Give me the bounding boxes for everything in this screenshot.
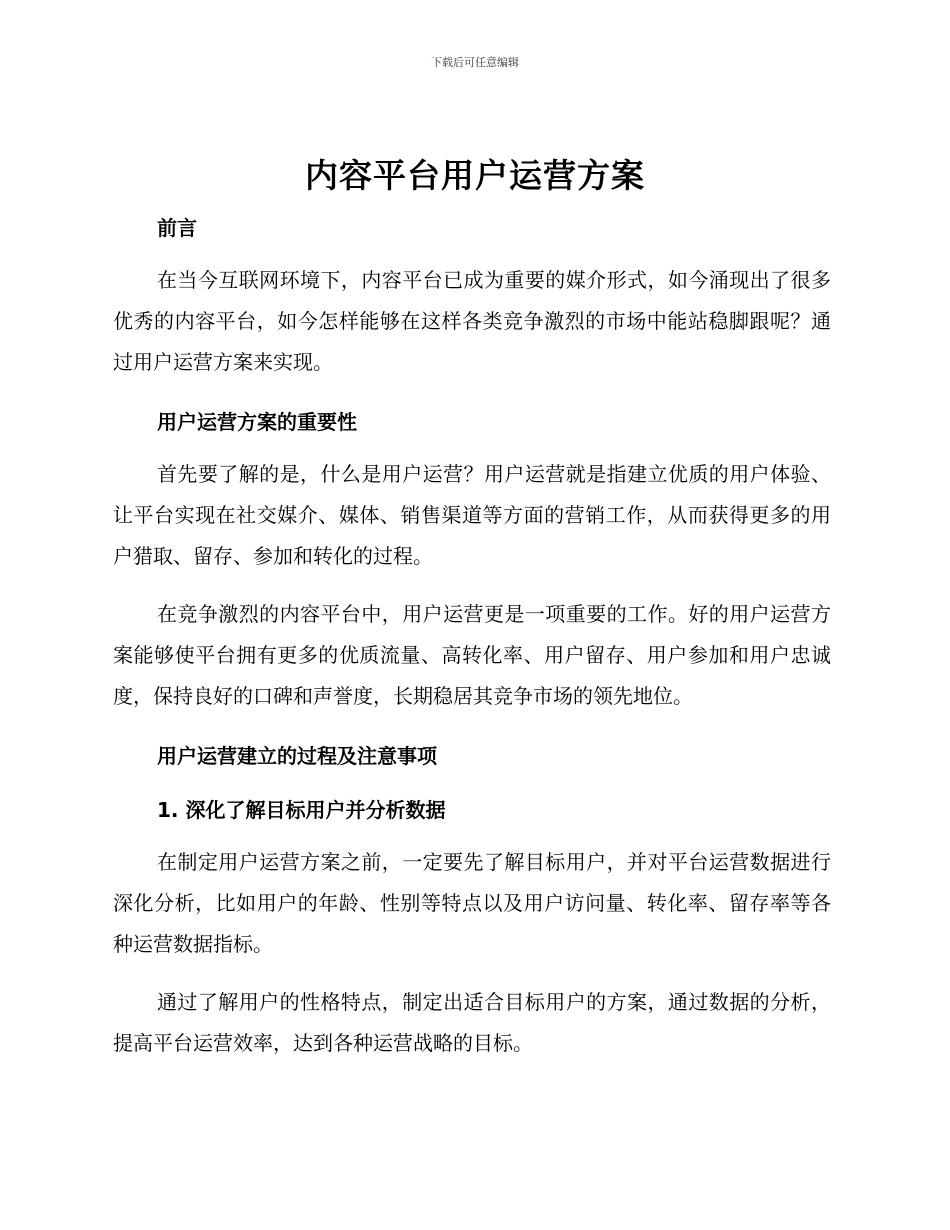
paragraph: 在当今互联网环境下，内容平台已成为重要的媒介形式，如今涌现出了很多优秀的内容平台，如今怎样能够在这样各类竞争激烈的市场中能站稳脚跟呢？通过用户运营方案来实现。 — [113, 268, 831, 374]
paragraph: 在竞争激烈的内容平台中，用户运营更是一项重要的工作。好的用户运营方案能够使平台拥有更多的优质流量、高转化率、用户留存、用户参加和用户忠诚度，保持良好的口碑和声誉度，长期稳居其竞争市场的领先地位。 — [113, 602, 831, 708]
section-heading-importance: 用户运营方案的重要性 — [157, 410, 357, 434]
document-title: 内容平台用户运营方案 — [305, 156, 645, 195]
section-heading-process: 用户运营建立的过程及注意事项 — [157, 744, 437, 768]
paragraph: 首先要了解的是，什么是用户运营？用户运营就是指建立优质的用户体验、让平台实现在社交媒介、媒体、销售渠道等方面的营销工作，从而获得更多的用户猎取、留存、参加和转化的过程。 — [113, 462, 831, 568]
paragraph: 在制定用户运营方案之前，一定要先了解目标用户，并对平台运营数据进行深化分析，比如用户的年龄、性别等特点以及用户访问量、转化率、留存率等各种运营数据指标。 — [113, 850, 831, 956]
section-heading-preface: 前言 — [157, 216, 197, 240]
document-body — [113, 196, 831, 1064]
header-note: 下载后可任意编辑 — [431, 56, 519, 69]
paragraph: 通过了解用户的性格特点，制定出适合目标用户的方案，通过数据的分析，提高平台运营效率，达到各种运营战略的目标。 — [113, 990, 831, 1055]
subsection-heading-step1: 1. 深化了解目标用户并分析数据 — [157, 798, 446, 822]
